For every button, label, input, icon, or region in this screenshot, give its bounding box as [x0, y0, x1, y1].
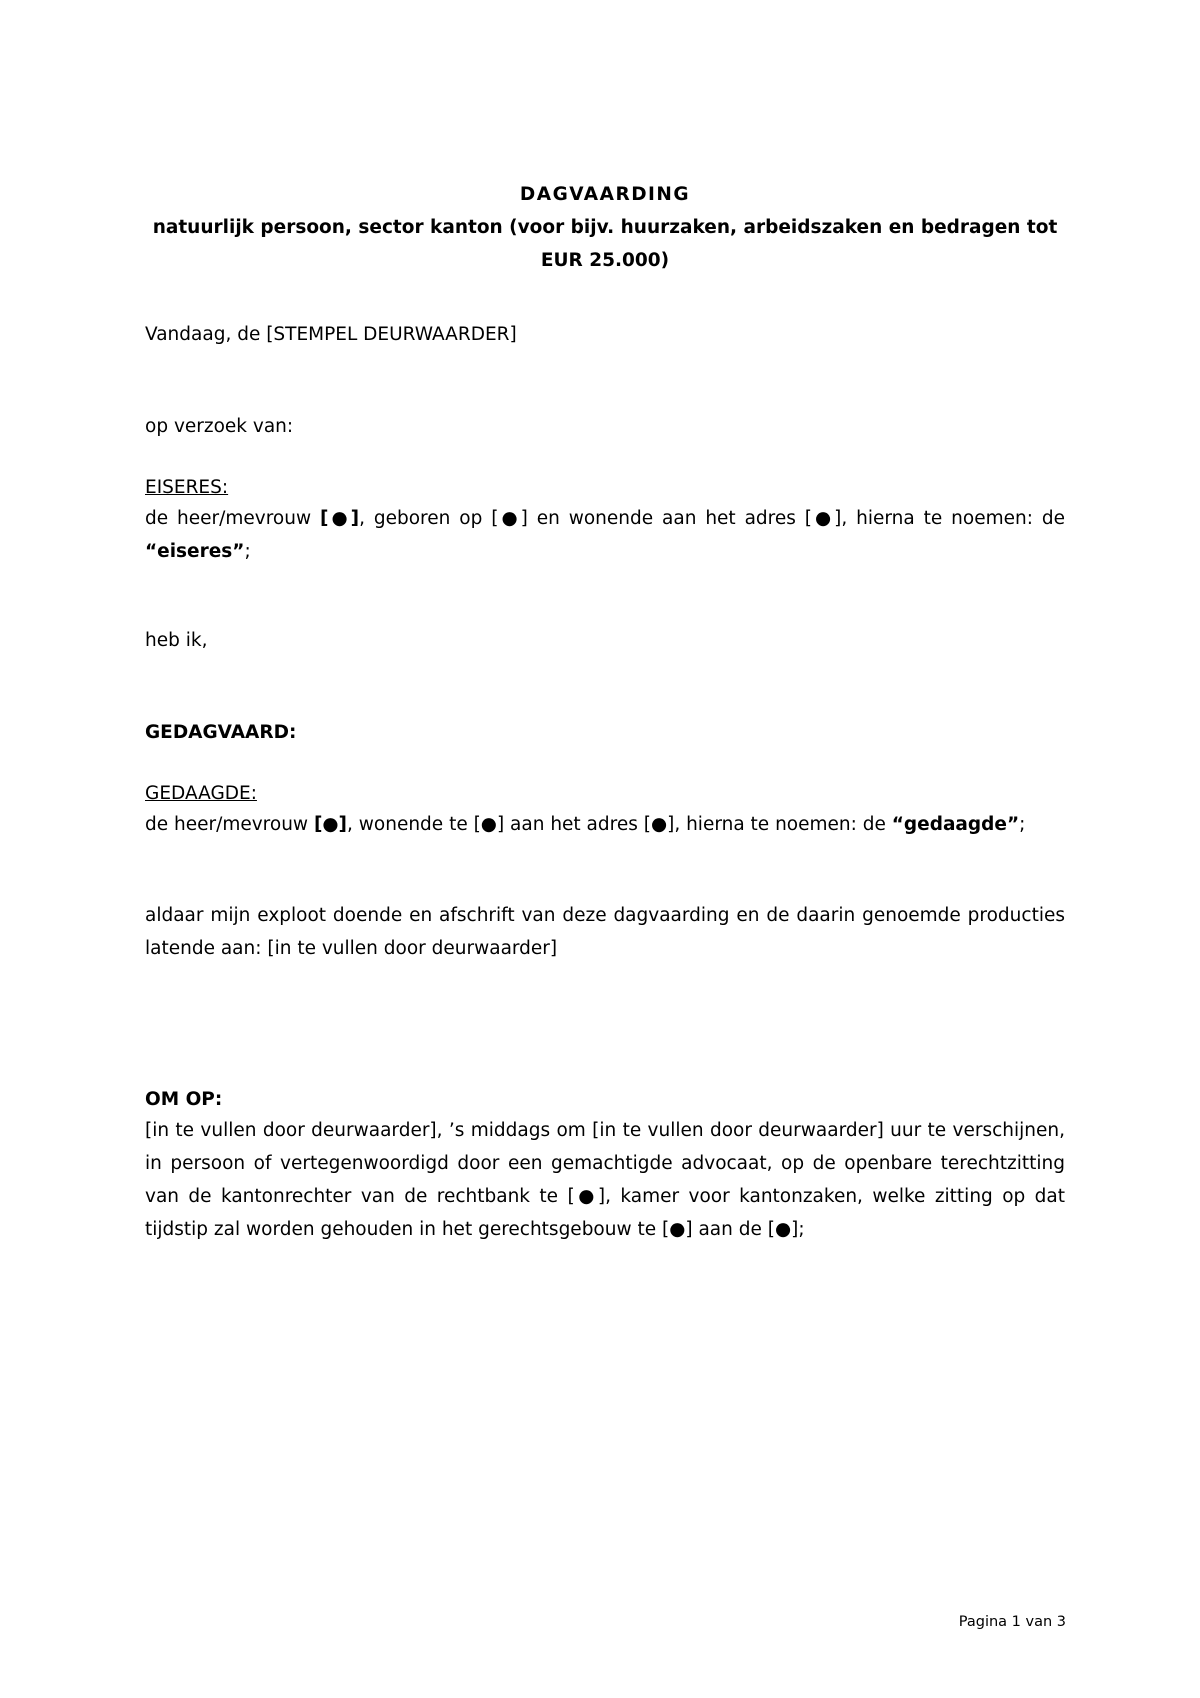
defendant-heading: GEDAAGDE: — [145, 783, 257, 804]
request-line: op verzoek van: — [145, 416, 294, 437]
defendant-placeholder: [●] — [313, 814, 348, 835]
document-subtitle — [145, 211, 1065, 277]
plaintiff-heading: EISERES: — [145, 477, 229, 498]
plaintiff-text-2: , geboren op [●] en wonende aan het adres [●], hierna te noemen: de — [359, 508, 1065, 529]
service-paragraph: aldaar mijn exploot doende en afschrift van deze dagvaarding en de daarin genoemde producties latende aan: [in te vullen door deurwaarder] — [145, 905, 1065, 959]
defendant-paragraph — [145, 808, 1065, 841]
plaintiff-placeholder: [●] — [319, 508, 360, 529]
plaintiff-text-3: ; — [244, 541, 251, 562]
summoned-heading: GEDAGVAARD: — [145, 722, 297, 743]
date-line: Vandaag, de [STEMPEL DEURWAARDER] — [145, 324, 517, 345]
document-title: DAGVAARDING — [519, 184, 691, 205]
plaintiff-paragraph — [145, 502, 1065, 568]
summoned-intro: heb ik, — [145, 630, 208, 651]
subtitle-line-1: natuurlijk persoon, sector kanton (voor bijv. huurzaken, arbeidszaken en bedragen tot — [152, 217, 1058, 238]
defendant-term: “gedaagde” — [891, 814, 1020, 835]
subtitle-line-2: EUR 25.000) — [540, 250, 670, 271]
appear-heading: OM OP: — [145, 1089, 223, 1110]
appear-paragraph: [in te vullen door deurwaarder], ’s middags om [in te vullen door deurwaarder] uur te verschijnen, in persoon of vertegenwoordigd door een gemachtigde advocaat, op de openbare terechtzitting van de kantonrechter van de rechtbank te [●], kamer voor kantonzaken, welke zitting op dat tijdstip zal worden gehouden in het gerechtsgebouw te [●] aan de [●]; — [145, 1120, 1065, 1240]
plaintiff-term: “eiseres” — [145, 541, 245, 562]
defendant-text-2: , wonende te [●] aan het adres [●], hierna te noemen: de — [347, 814, 892, 835]
plaintiff-text-1: de heer/mevrouw — [145, 508, 320, 529]
defendant-text-3: ; — [1019, 814, 1026, 835]
defendant-text-1: de heer/mevrouw — [145, 814, 314, 835]
page-number: Pagina 1 van 3 — [958, 1614, 1066, 1630]
